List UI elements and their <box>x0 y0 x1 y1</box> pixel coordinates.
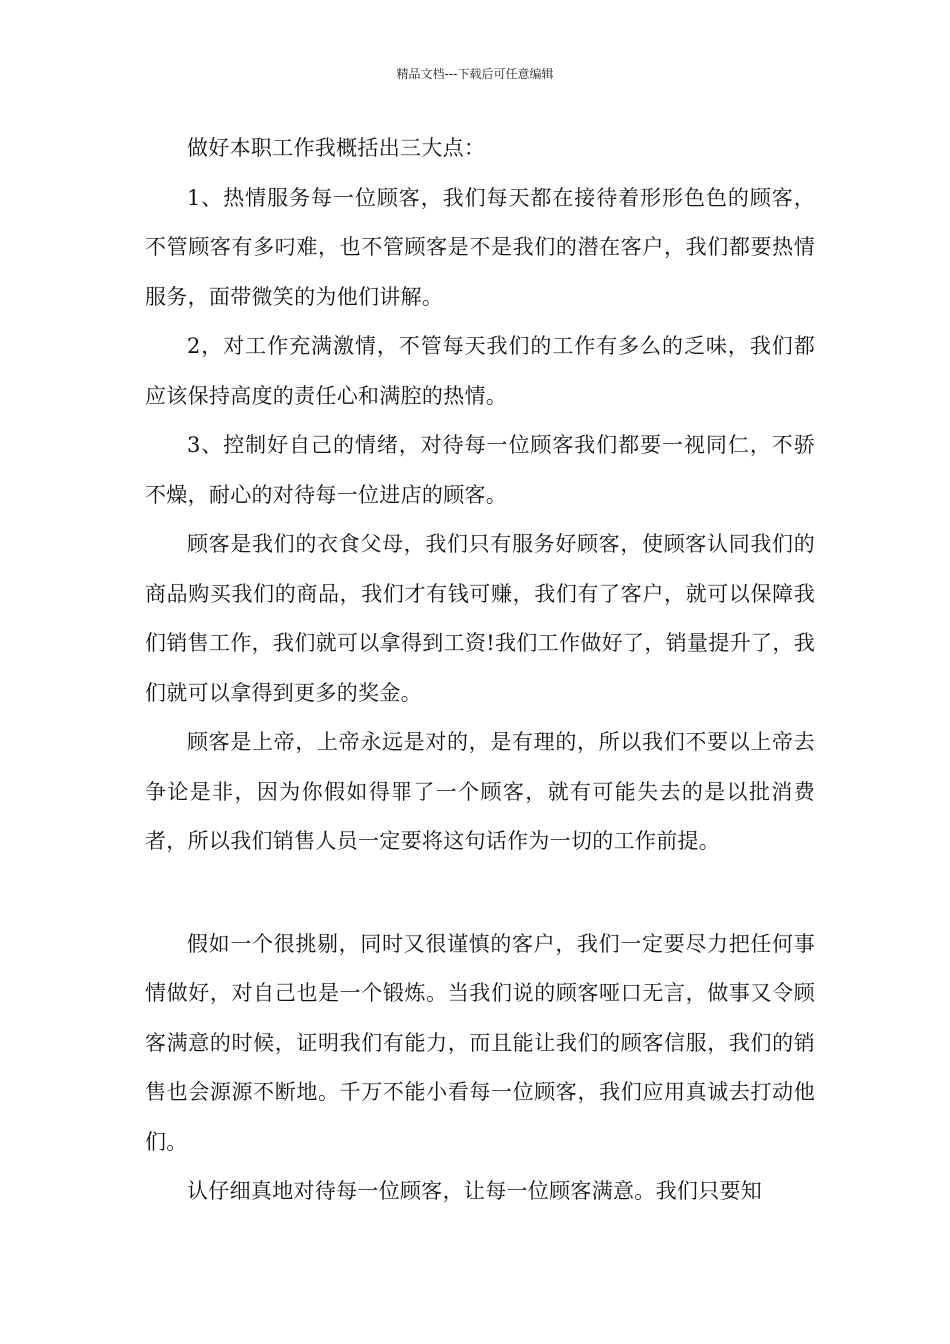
paragraph-gap <box>145 867 815 920</box>
document-body <box>145 124 815 1217</box>
page-header: 精品文档---下载后可任意编辑 <box>396 67 554 81</box>
paragraph-point-3: 3、控制好自己的情绪，对待每一位顾客我们都要一视同仁，不骄不燥，耐心的对待每一位进店的顾客。 <box>145 433 815 507</box>
paragraph-customer-god: 顾客是上帝，上帝永远是对的，是有理的，所以我们不要以上帝去争论是非，因为你假如得罪了一个顾客，就有可能失去的是以批消费者，所以我们销售人员一定要将这句话作为一切的工作前提。 <box>145 730 815 853</box>
paragraph-point-2: 2，对工作充满激情，不管每天我们的工作有多么的乏味，我们都应该保持高度的责任心和满腔的热情。 <box>145 334 815 408</box>
paragraph-satisfy-each: 认仔细真地对待每一位顾客，让每一位顾客满意。我们只要知 <box>187 1179 763 1203</box>
paragraph-intro: 做好本职工作我概括出三大点： <box>187 136 486 160</box>
paragraph-picky-customer: 假如一个很挑剔，同时又很谨慎的客户，我们一定要尽力把任何事情做好，对自己也是一个锻炼。当我们说的顾客哑口无言，做事又令顾客满意的时候，证明我们有能力，而且能让我们的顾客信服，我们的销售也会源源不断地。千万不能小看每一位顾客，我们应用真诚去打动他们。 <box>145 931 815 1154</box>
paragraph-point-1: 1、热情服务每一位顾客，我们每天都在接待着形形色色的顾客，不管顾客有多叼难，也不管顾客是不是我们的潜在客户，我们都要热情服务，面带微笑的为他们讲解。 <box>145 185 815 309</box>
paragraph-customers-parents: 顾客是我们的衣食父母，我们只有服务好顾客，使顾客认同我们的商品购买我们的商品，我们才有钱可赚，我们有了客户，就可以保障我们销售工作，我们就可以拿得到工资!我们工作做好了，销量提升了，我们就可以拿得到更多的奖金。 <box>145 532 815 705</box>
